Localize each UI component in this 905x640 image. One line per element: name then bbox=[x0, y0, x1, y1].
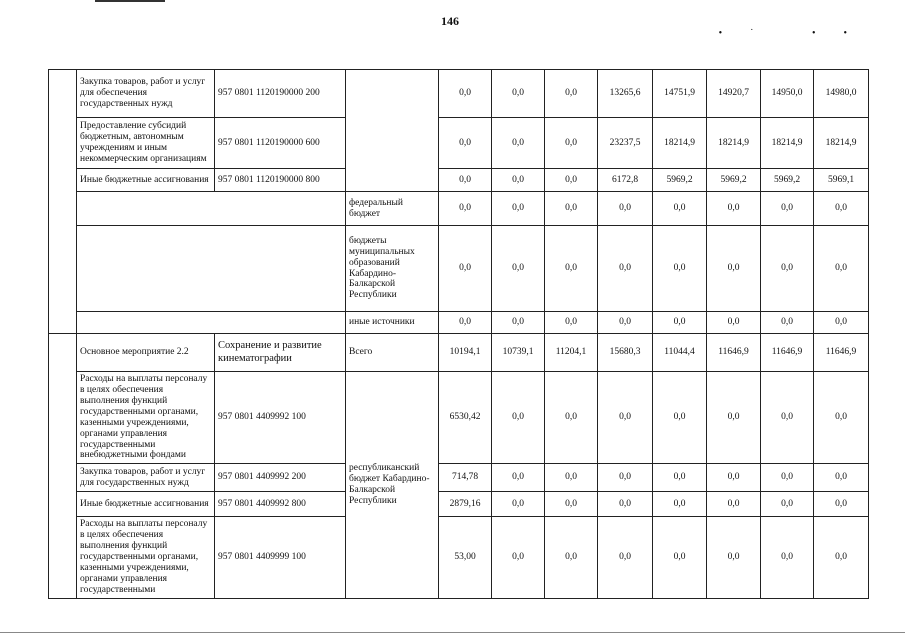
value-cell: 11204,1 bbox=[545, 334, 598, 372]
value-cell: 11646,9 bbox=[814, 334, 869, 372]
value-cell: 18214,9 bbox=[707, 118, 761, 169]
table-row bbox=[49, 464, 869, 492]
value-cell: 0,0 bbox=[814, 517, 869, 598]
value-cell: 0,0 bbox=[598, 517, 653, 598]
value-cell: 0,0 bbox=[598, 226, 653, 312]
table-row bbox=[49, 169, 869, 192]
value-cell: 13265,6 bbox=[598, 70, 653, 118]
value-cell: 18214,9 bbox=[761, 118, 814, 169]
value-cell: 0,0 bbox=[707, 464, 761, 492]
table-row bbox=[49, 70, 869, 118]
value-cell: 0,0 bbox=[598, 372, 653, 464]
row-name: Закупка товаров, работ и услуг для обеспечения государственных нужд bbox=[77, 70, 215, 118]
value-cell: 0,0 bbox=[761, 372, 814, 464]
value-cell: 0,0 bbox=[598, 492, 653, 517]
row-code: 957 0801 4409992 800 bbox=[215, 492, 346, 517]
value-cell: 0,0 bbox=[439, 118, 492, 169]
row-code: 957 0801 1120190000 800 bbox=[215, 169, 346, 192]
left-margin-cell bbox=[49, 334, 77, 599]
value-cell: 0,0 bbox=[814, 226, 869, 312]
value-cell: 0,0 bbox=[761, 192, 814, 226]
value-cell: 0,0 bbox=[545, 492, 598, 517]
value-cell: 0,0 bbox=[814, 464, 869, 492]
table-row bbox=[49, 492, 869, 517]
value-cell: 14980,0 bbox=[814, 70, 869, 118]
value-cell: 5969,2 bbox=[653, 169, 707, 192]
value-cell: 0,0 bbox=[492, 517, 545, 598]
table-row bbox=[49, 192, 869, 226]
value-cell: 10194,1 bbox=[439, 334, 492, 372]
value-cell: 23237,5 bbox=[598, 118, 653, 169]
value-cell: 10739,1 bbox=[492, 334, 545, 372]
value-cell: 0,0 bbox=[653, 464, 707, 492]
value-cell: 0,0 bbox=[598, 192, 653, 226]
value-cell: 0,0 bbox=[707, 372, 761, 464]
value-cell: 0,0 bbox=[492, 372, 545, 464]
table-row bbox=[49, 517, 869, 598]
value-cell: 11044,4 bbox=[653, 334, 707, 372]
value-cell: 2879,16 bbox=[439, 492, 492, 517]
left-margin-cell bbox=[49, 70, 77, 334]
row-code: 957 0801 1120190000 200 bbox=[215, 70, 346, 118]
funding-source: иные источники bbox=[346, 312, 439, 334]
value-cell: 0,0 bbox=[814, 192, 869, 226]
value-cell: 0,0 bbox=[545, 464, 598, 492]
value-cell: 0,0 bbox=[761, 464, 814, 492]
top-rule bbox=[95, 0, 165, 2]
budget-table bbox=[48, 69, 869, 599]
row-code: 957 0801 4409992 100 bbox=[215, 372, 346, 464]
row-name-empty bbox=[77, 192, 346, 226]
value-cell: 0,0 bbox=[492, 464, 545, 492]
value-cell: 0,0 bbox=[761, 226, 814, 312]
value-cell: 0,0 bbox=[545, 226, 598, 312]
value-cell: 0,0 bbox=[653, 517, 707, 598]
table-row bbox=[49, 334, 869, 372]
page-number: 146 bbox=[441, 14, 459, 28]
row-code: 957 0801 4409999 100 bbox=[215, 517, 346, 598]
value-cell: 0,0 bbox=[545, 192, 598, 226]
value-cell: 53,00 bbox=[439, 517, 492, 598]
value-cell: 0,0 bbox=[653, 226, 707, 312]
value-cell: 0,0 bbox=[492, 118, 545, 169]
value-cell: 0,0 bbox=[492, 492, 545, 517]
value-cell: 0,0 bbox=[545, 118, 598, 169]
table-row bbox=[49, 118, 869, 169]
value-cell: 0,0 bbox=[439, 226, 492, 312]
value-cell: 11646,9 bbox=[707, 334, 761, 372]
value-cell: 0,0 bbox=[707, 226, 761, 312]
value-cell: 5969,1 bbox=[814, 169, 869, 192]
value-cell: 14950,0 bbox=[761, 70, 814, 118]
row-name: Расходы на выплаты персоналу в целях обеспечения выполнения функций государственными органами, казенными учреждениями, органами управления государственными внебюджетными фондами bbox=[77, 372, 215, 464]
value-cell: 11646,9 bbox=[761, 334, 814, 372]
value-cell: 0,0 bbox=[814, 372, 869, 464]
value-cell: 0,0 bbox=[492, 70, 545, 118]
value-cell: 0,0 bbox=[707, 312, 761, 334]
value-cell: 0,0 bbox=[439, 169, 492, 192]
value-cell: 0,0 bbox=[761, 517, 814, 598]
value-cell: 14920,7 bbox=[707, 70, 761, 118]
scan-specks: •˙ •• bbox=[718, 28, 875, 39]
row-name-empty bbox=[77, 226, 346, 312]
value-cell: 0,0 bbox=[545, 517, 598, 598]
value-cell: 0,0 bbox=[545, 169, 598, 192]
source-cell-empty bbox=[346, 70, 439, 192]
value-cell: 5969,2 bbox=[707, 169, 761, 192]
value-cell: 0,0 bbox=[761, 492, 814, 517]
value-cell: 0,0 bbox=[814, 312, 869, 334]
table-row bbox=[49, 312, 869, 334]
value-cell: 0,0 bbox=[439, 70, 492, 118]
value-cell: 5969,2 bbox=[761, 169, 814, 192]
table-row bbox=[49, 226, 869, 312]
row-name: Расходы на выплаты персоналу в целях обеспечения выполнения функций государственными органами, казенными учреждениями, органами управления государственными bbox=[77, 517, 215, 598]
value-cell: 0,0 bbox=[653, 312, 707, 334]
funding-source: бюджеты муниципальных образований Кабардино-Балкарской Республики bbox=[346, 226, 439, 312]
value-cell: 0,0 bbox=[598, 464, 653, 492]
funding-source: Всего bbox=[346, 334, 439, 372]
table-row bbox=[49, 372, 869, 464]
value-cell: 0,0 bbox=[492, 312, 545, 334]
value-cell: 0,0 bbox=[653, 492, 707, 517]
value-cell: 18214,9 bbox=[653, 118, 707, 169]
value-cell: 0,0 bbox=[545, 372, 598, 464]
value-cell: 0,0 bbox=[707, 192, 761, 226]
row-name-empty bbox=[77, 312, 346, 334]
value-cell: 0,0 bbox=[653, 192, 707, 226]
value-cell: 18214,9 bbox=[814, 118, 869, 169]
value-cell: 0,0 bbox=[492, 169, 545, 192]
value-cell: 14751,9 bbox=[653, 70, 707, 118]
value-cell: 0,0 bbox=[707, 517, 761, 598]
value-cell: 0,0 bbox=[545, 312, 598, 334]
row-name: Иные бюджетные ассигнования bbox=[77, 169, 215, 192]
row-name: Закупка товаров, работ и услуг для государственных нужд bbox=[77, 464, 215, 492]
value-cell: 0,0 bbox=[545, 70, 598, 118]
value-cell: 0,0 bbox=[492, 226, 545, 312]
value-cell: 0,0 bbox=[761, 312, 814, 334]
value-cell: 0,0 bbox=[439, 312, 492, 334]
value-cell: 0,0 bbox=[707, 492, 761, 517]
row-name: Основное мероприятие 2.2 bbox=[77, 334, 215, 372]
scan-bottom-edge bbox=[0, 632, 905, 633]
value-cell: 15680,3 bbox=[598, 334, 653, 372]
value-cell: 714,78 bbox=[439, 464, 492, 492]
value-cell: 0,0 bbox=[814, 492, 869, 517]
value-cell: 0,0 bbox=[653, 372, 707, 464]
value-cell: 0,0 bbox=[492, 192, 545, 226]
row-name: Иные бюджетные ассигнования bbox=[77, 492, 215, 517]
row-code: Сохранение и развитие кинематографии bbox=[215, 334, 346, 372]
row-code: 957 0801 4409992 200 bbox=[215, 464, 346, 492]
value-cell: 6530,42 bbox=[439, 372, 492, 464]
row-code: 957 0801 1120190000 600 bbox=[215, 118, 346, 169]
value-cell: 0,0 bbox=[439, 192, 492, 226]
value-cell: 6172,8 bbox=[598, 169, 653, 192]
row-name: Предоставление субсидий бюджетным, автономным учреждениям и иным некоммерческим организациям bbox=[77, 118, 215, 169]
funding-source: республиканский бюджет Кабардино-Балкарской Республики bbox=[346, 372, 439, 599]
funding-source: федеральный бюджет bbox=[346, 192, 439, 226]
value-cell: 0,0 bbox=[598, 312, 653, 334]
